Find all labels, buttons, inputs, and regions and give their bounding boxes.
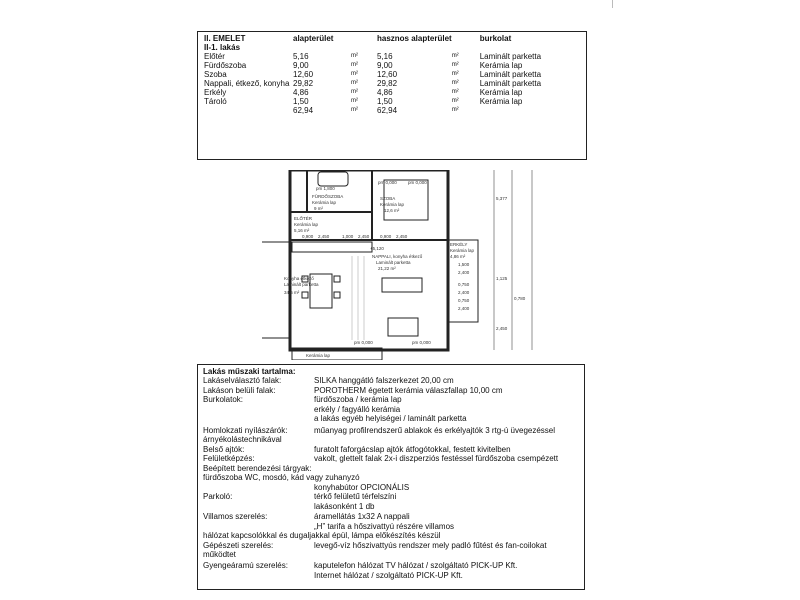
room-name: Szoba <box>204 70 227 79</box>
header-usable: hasznos alapterület <box>377 34 452 43</box>
room-name: Nappali, étkező, konyha <box>204 79 290 88</box>
room-usable: 4,86 <box>377 88 393 97</box>
plan-label: Kerámia lap <box>294 222 319 227</box>
table-row <box>204 97 580 106</box>
room-name: Fürdőszoba <box>204 61 247 70</box>
plan-label: 34,6 m² <box>284 290 300 295</box>
plan-label: 5,16 m² <box>294 228 310 233</box>
plan-dimension: 0,900 <box>380 234 392 239</box>
room-area: 4,86 <box>293 88 309 97</box>
total-area: 62,94 <box>293 106 314 115</box>
technical-box <box>197 364 585 590</box>
tech-value: erkély / fagyálló kerámia <box>314 405 401 414</box>
unit: m² <box>351 53 358 59</box>
unit: m² <box>451 98 459 104</box>
plan-label: 4,86 m² <box>450 254 466 259</box>
plan-label: Kerámia lap <box>312 200 337 205</box>
plan-label: +5,120 <box>370 246 384 251</box>
plan-label: NAPPALI, konyha étkező <box>372 254 423 259</box>
tech-value: konyhabútor OPCIONÁLIS <box>314 483 410 492</box>
plan-label: Kerámia lap <box>450 248 475 253</box>
room-floor: Laminált parketta <box>479 79 542 88</box>
tech-label: Lakáson belüli falak: <box>203 386 276 395</box>
room-name: Előtér <box>204 52 225 61</box>
room-usable: 12,60 <box>377 70 398 79</box>
tech-value: Internet hálózat / szolgáltató PICK-UP Kft. <box>314 571 463 580</box>
plan-dimension: 0,780 <box>514 296 526 301</box>
plan-label: 12,6 m² <box>384 208 400 213</box>
tech-value: áramellátás 1x32 A nappali <box>314 512 410 521</box>
unit: m² <box>351 80 358 86</box>
plan-dimension: 5,377 <box>496 196 508 201</box>
unit: m² <box>451 71 459 77</box>
table-header-row <box>204 34 580 43</box>
plan-label: 9 m² <box>314 206 323 211</box>
tech-label: Belső ajtók: <box>203 445 245 454</box>
room-name: Tároló <box>204 97 227 106</box>
tech-label: Gyengeáramú szerelés: <box>203 561 288 570</box>
tech-value: térkő felületű térfelszíni <box>314 492 397 501</box>
plan-label: ERKÉLY <box>450 242 468 247</box>
unit: m² <box>351 71 358 77</box>
plan-dimension: 2,400 <box>458 270 470 275</box>
tech-label: Beépített berendezési tárgyak: <box>203 464 312 473</box>
plan-label: Konyha étkező <box>284 276 314 281</box>
plan-dimension: 1,000 <box>342 234 354 239</box>
header-level: II. EMELET <box>204 34 246 43</box>
tech-value: levegő-víz hőszivattyús rendszer mely padló fűtést és fan-coilokat <box>314 541 547 550</box>
plan-label: pm 0,000 <box>378 180 397 185</box>
unit: m² <box>451 62 459 68</box>
unit: m² <box>351 98 358 104</box>
plan-dimension: 0,900 <box>302 234 314 239</box>
tech-value: SILKA hanggátló falszerkezet 20,00 cm <box>314 376 454 385</box>
tech-label: működtet <box>203 550 236 559</box>
room-area: 9,00 <box>293 61 309 70</box>
table-row <box>204 61 580 70</box>
tech-value: „H” tarifa a hőszivattyú részére villamos <box>314 522 455 531</box>
apartment-row <box>204 43 580 52</box>
floor-plan <box>262 170 542 360</box>
plan-label: pm 0,000 <box>354 340 373 345</box>
table-row <box>204 88 580 97</box>
table-row <box>204 52 580 61</box>
tech-label: Gépészeti szerelés: <box>203 541 274 550</box>
plan-label: Kerámia lap <box>380 202 405 207</box>
room-usable: 29,82 <box>377 79 398 88</box>
area-table-box <box>197 31 587 160</box>
plan-dimension: 2,450 <box>396 234 408 239</box>
table-row <box>204 79 580 88</box>
tech-value: furatolt faforgácslap ajtók átfogótokkal, festett kivitelben <box>314 445 511 454</box>
plan-dimension: 2,400 <box>458 306 470 311</box>
tech-label: Homlokzati nyílászárók: <box>203 426 288 435</box>
tech-value: fürdőszoba / kerámia lap <box>314 395 402 404</box>
area-table <box>204 34 580 115</box>
tech-value: kaputelefon hálózat TV hálózat / szolgáltató PICK-UP Kft. <box>314 561 518 570</box>
plan-dimension: 1,125 <box>496 276 508 281</box>
tech-label: Lakáselválasztó falak: <box>203 376 282 385</box>
room-area: 1,50 <box>293 97 309 106</box>
plan-dimension: 2,450 <box>318 234 330 239</box>
tech-value: a lakás egyéb helyiségei / laminált parketta <box>314 414 467 423</box>
plan-dimension: 2,450 <box>358 234 370 239</box>
total-usable: 62,94 <box>377 106 398 115</box>
apartment-label: II-1. lakás <box>204 43 241 52</box>
tech-title: Lakás műszaki tartalma: <box>203 367 296 376</box>
tech-label: fürdőszoba WC, mosdó, kád vagy zuhanyzó <box>203 473 360 482</box>
room-area: 12,60 <box>293 70 314 79</box>
room-usable: 1,50 <box>377 97 393 106</box>
unit: m² <box>451 53 459 59</box>
plan-label: 21,22 m² <box>378 266 396 271</box>
room-area: 5,16 <box>293 52 309 61</box>
tech-label: Felületképzés: <box>203 454 255 463</box>
table-row <box>204 70 580 79</box>
unit: m² <box>351 89 358 95</box>
plan-label: pm 1,800 <box>316 186 335 191</box>
room-floor: Laminált parketta <box>479 70 542 79</box>
room-name: Erkély <box>204 88 227 97</box>
unit: m² <box>451 107 459 113</box>
plan-dimension: 2,450 <box>496 326 508 331</box>
tech-value: POROTHERM égetett kerámia válaszfallap 10,00 cm <box>314 386 503 395</box>
tech-label: árnyékolástechnikával <box>203 435 282 444</box>
plan-dimension: 2,400 <box>458 290 470 295</box>
plan-label: FÜRDŐSZOBA <box>312 194 344 199</box>
header-area: alapterület <box>293 34 334 43</box>
tech-value: vakolt, glettelt falak 2x-i diszperziós festéssel fürdőszoba csempézett <box>314 454 559 463</box>
room-usable: 9,00 <box>377 61 393 70</box>
sheet-edge <box>612 0 613 8</box>
plan-label: ELŐTÉR <box>294 216 313 221</box>
room-floor: Kerámia lap <box>479 97 523 106</box>
tech-label: Burkolatok: <box>203 395 244 404</box>
total-row <box>204 106 580 115</box>
tech-label: hálózat kapcsolókkal és dugaljakkal épül, lámpa előkészítés készül <box>203 531 441 540</box>
plan-label: Laminált parketta <box>284 282 319 287</box>
tech-label: Parkoló: <box>203 492 233 501</box>
room-floor: Kerámia lap <box>479 88 523 97</box>
plan-dimension: 0,750 <box>458 282 470 287</box>
room-floor: Kerámia lap <box>479 61 523 70</box>
room-floor: Laminált parketta <box>479 52 542 61</box>
plan-label: pm 0,000 <box>408 180 427 185</box>
tech-value: lakásonként 1 db <box>314 502 375 511</box>
tech-value: műanyag profilrendszerű ablakok és erkélyajtók 3 rtg-ú üvegezéssel <box>314 426 556 435</box>
plan-dimension: 0,750 <box>458 298 470 303</box>
unit: m² <box>451 80 459 86</box>
header-floor: burkolat <box>479 34 512 43</box>
plan-dimension: 1,500 <box>458 262 470 267</box>
room-usable: 5,16 <box>377 52 393 61</box>
plan-label: SZOBA <box>380 196 396 201</box>
plan-label: Laminált parketta <box>376 260 411 265</box>
plan-label: Kerámia lap <box>306 353 331 358</box>
plan-label: pm 0,000 <box>412 340 431 345</box>
room-area: 29,82 <box>293 79 314 88</box>
unit: m² <box>351 62 358 68</box>
unit: m² <box>451 89 459 95</box>
tech-label: Villamos szerelés: <box>203 512 268 521</box>
unit: m² <box>351 107 358 113</box>
